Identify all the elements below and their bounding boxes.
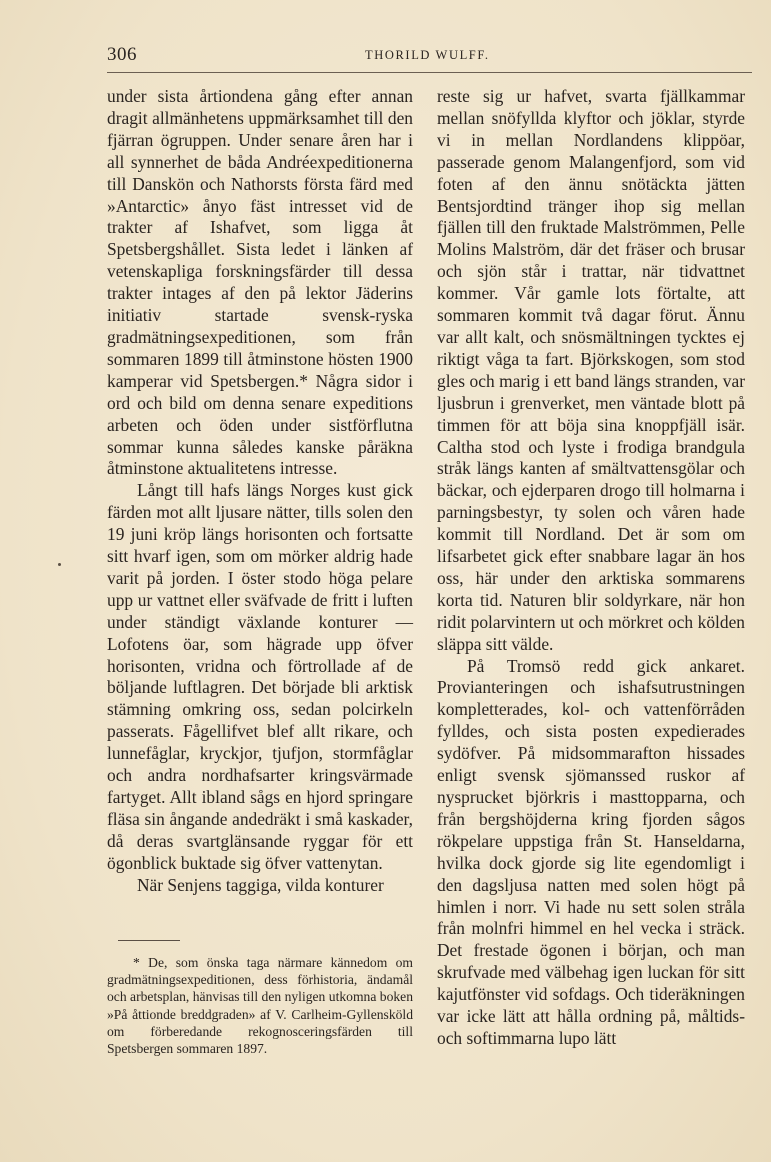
paragraph: reste sig ur hafvet, svarta fjällkammar mellan snöfyllda klyftor och jöklar, styrde vi in mellan Nordlandens klippöar, passerade genom Malangenfjord, som vid foten af den ännu snötäckta jätten Bentsjordtind tränger ihop sig mellan fjällen till den fruktade Malströmmen, Pelle Molins Malström, där det fräser och brusar och sjön står i trattar, när tidvattnet kommer. Vår gamle lots förtalte, att sommaren kommit två dagar förut. Ännu var allt kalt, och snösmältningen tycktes ej riktigt våga ta fart. Björkskogen, som stod gles och marig i ett band längs stranden, var ljusbrun i grenverket, men väntade blott på timmen för att böja sina knoppfjäll isär. Caltha stod och lyste i frodiga brandgula stråk längs kanten af smältvattensgölar och bäckar, och ejderparen drogo till holmarna i parningsbestyr, ty solen och våren hade kommit till Nordland. Det är som om lifsarbetet gick efter snabbare lagar än hos oss, här under den arktiska sommarens korta tid. Naturen blir soldyrkare, när hon ridit polarvintern ut och mörkret och kölden släppa sitt välde. [437,86,745,654]
paragraph: När Senjens taggiga, vilda konturer [137,874,384,895]
footnote-text: * De, som önska taga närmare kännedom om gradmätningsexpeditionen, dess förhistoria, ändamål och arbetsplan, hänvisas till den nyligen utkomna boken »På åttionde breddgraden» af V. Carlheim-Gyllensköld om förberedande rekognosceringsfärden till Spetsbergen sommaren 1897. [107,955,413,1057]
footnote-rule [118,940,180,941]
page-header [107,44,752,70]
paragraph: På Tromsö redd gick ankaret. Provianteringen och ishafsutrustningen kompletterades, kol- och vattenförråden fylldes, och sista posten expedierades sydöfver. På midsommarafton hissades enligt svensk sjömanssed ruskor af nysprucket björkris i masttopparna, och från bergshöjderna kring fjorden sågos rökpelare uppstiga från St. Hanseldarna, hvilka dock gjorde sig lite egendomligt i den dagsljusa natten med solen högt på himlen i norr. Vi hade nu sett solen stråla från molnfri himmel en hel vecka i sträck. Det frestade ögonen i början, och man skrufvade med välbehag igen luckan för sitt kajutfönster vid sofdags. Och tideräkningen var icke lätt att hålla ordning på, måltids- och softimmarna lupo lätt [437,655,745,1048]
running-head: THORILD WULFF. [365,48,490,62]
right-column [437,86,745,1050]
paragraph: Långt till hafs längs Norges kust gick färden mot allt ljusare nätter, tills solen den 19 juni kröp längs horisonten och fortsatte sitt hvarf igen, som om mörker aldrig hade varit på jorden. I öster stodo höga pelare upp ur vattnet eller sväfvade de fritt i luften under ständigt växlande konturer — Lofotens öar, som hägrade upp öfver horisonten, vridna och förtrollade af de böljande luftlagren. Det började bli arktisk stämning omkring oss, sedan polcirkeln passerats. Fågellifvet blef allt rikare, och lunnefåglar, kryckjor, tjufjon, stormfåglar och andra nordhafsarter kringsvärmade fartyget. Allt ibland sågs en hjord springare fläsa sin ångande andedräkt i små kaskader, då deras svartglänsande ryggar för ett ögonblick buktade sig öfver vattenytan. [107,480,413,873]
page-number: 306 [107,44,137,65]
margin-speck [58,563,61,566]
left-column [107,86,413,897]
header-rule [107,72,752,73]
footnote [107,954,413,1057]
paragraph: under sista årtiondena gång efter annan dragit allmänhetens uppmärksamhet till den fjärran ögruppen. Under senare åren har i all synnerhet de båda Andréexpeditionerna till Danskön och Nathorsts första färd med »Antarctic» ånyo fäst intresset vid de trakter af Ishafvet, som ligga åt Spetsbergshållet. Sista ledet i länken af vetenskapliga forskningsfärder till dessa trakter intages af den på lektor Jäderins initiativ startade svensk-ryska gradmätningsexpeditionen, som från sommaren 1899 till åtminstone hösten 1900 kamperar vid Spetsbergen.* Några sidor i ord och bild om denna senare expeditions arbeten och öden under sistförflutna sommar kunna således kanske påräkna åtminstone aktualitetens intresse. [107,86,413,479]
